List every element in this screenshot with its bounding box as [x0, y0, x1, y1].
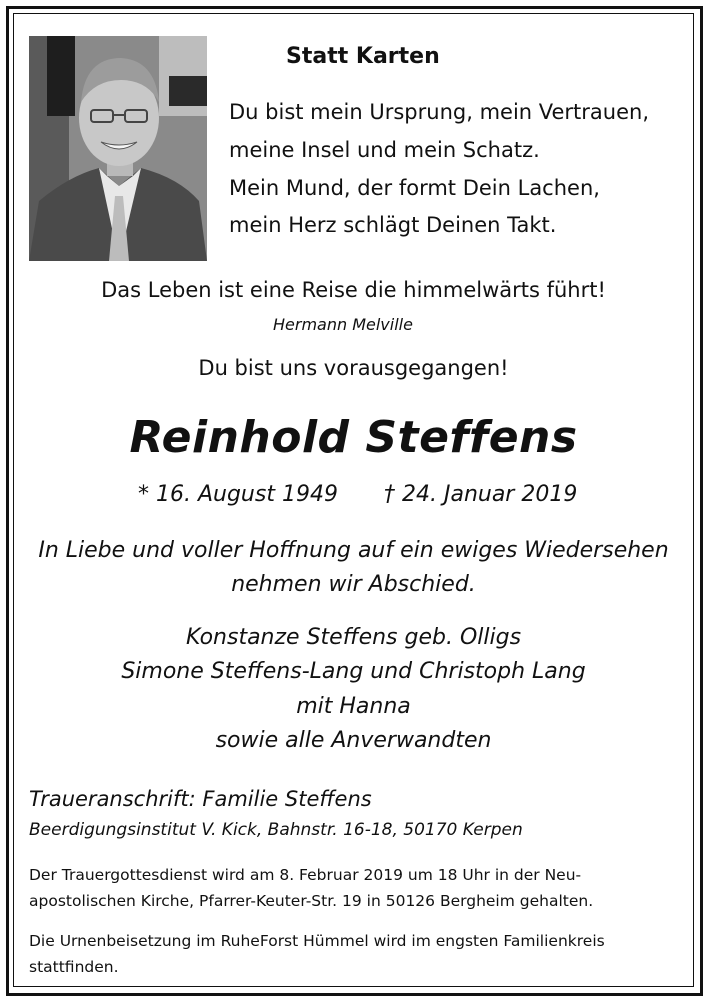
poem-line: Du bist mein Ursprung, mein Vertrauen,: [229, 100, 650, 124]
burial-notice-line: stattfinden.: [29, 958, 119, 976]
farewell-line: nehmen wir Abschied.: [231, 572, 476, 597]
statt-karten-heading: Statt Karten: [286, 44, 440, 69]
poem-line: Mein Mund, der formt Dein Lachen,: [229, 176, 600, 200]
deceased-name: Reinhold Steffens: [129, 412, 578, 463]
address-heading: Traueranschrift: Familie Steffens: [29, 787, 372, 811]
service-notice-line: apostolischen Kirche, Pfarrer-Keuter-Str. 19 in 50126 Bergheim gehalten.: [29, 892, 594, 910]
farewell-line: In Liebe und voller Hoffnung auf ein ewiges Wiedersehen: [38, 538, 669, 563]
death-date: † 24. Januar 2019: [384, 482, 578, 507]
portrait-photo: [29, 36, 207, 261]
poem-line: meine Insel und mein Schatz.: [229, 138, 540, 162]
quote-author: Hermann Melville: [273, 315, 413, 334]
mourner-line: Simone Steffens-Lang und Christoph Lang: [121, 659, 586, 684]
quote: Das Leben ist eine Reise die himmelwärts führt!: [101, 278, 606, 302]
tribute-line: Du bist uns vorausgegangen!: [198, 356, 509, 380]
birth-date: * 16. August 1949: [138, 482, 338, 507]
poem-line: mein Herz schlägt Deinen Takt.: [229, 213, 557, 237]
burial-notice-line: Die Urnenbeisetzung im RuheForst Hümmel wird im engsten Familienkreis: [29, 932, 605, 950]
mourner-line: mit Hanna: [296, 694, 411, 719]
service-notice-line: Der Trauergottesdienst wird am 8. Februar 2019 um 18 Uhr in der Neu-: [29, 866, 582, 884]
mourner-line: sowie alle Anverwandten: [215, 728, 492, 753]
mourner-line: Konstanze Steffens geb. Olligs: [185, 625, 522, 650]
address-line: Beerdigungsinstitut V. Kick, Bahnstr. 16-18, 50170 Kerpen: [29, 820, 523, 840]
